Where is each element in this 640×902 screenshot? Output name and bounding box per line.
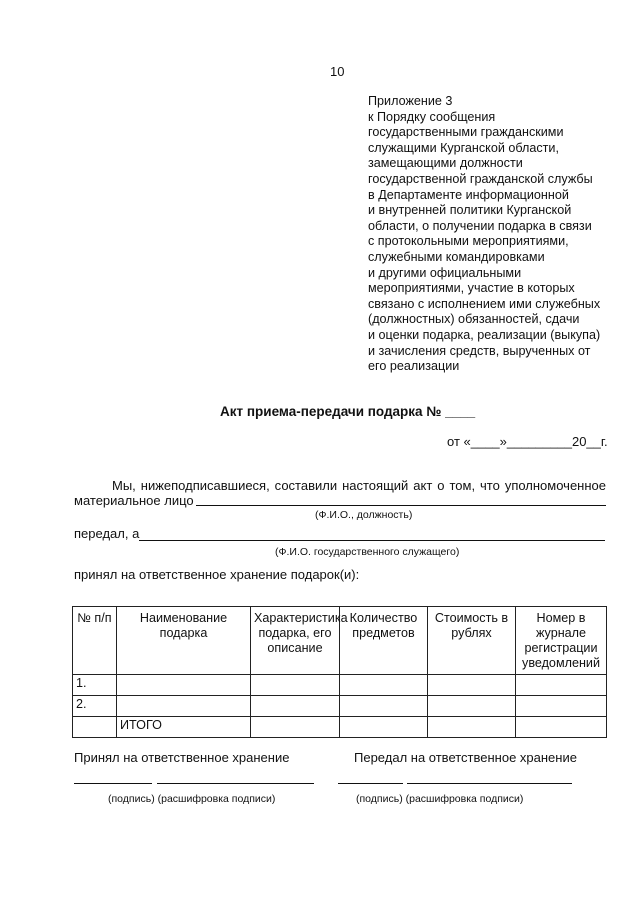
appendix-line: мероприятиями, участие в которых <box>368 281 575 296</box>
table-header-row <box>73 607 607 675</box>
signature-line <box>74 782 152 784</box>
table-cell <box>428 696 516 717</box>
appendix-line: государственной гражданской службы <box>368 171 593 186</box>
table-cell: 2. <box>73 696 117 717</box>
appendix-line: к Порядку сообщения <box>368 109 496 124</box>
table-row <box>73 675 607 696</box>
act-date: от «____»_________20__г. <box>447 434 608 449</box>
appendix-line: в Департаменте информационной <box>368 187 569 202</box>
accepted-signature-label: Принял на ответственное хранение <box>74 750 290 765</box>
appendix-note <box>368 94 618 375</box>
accepted-text: принял на ответственное хранение подарок(и): <box>74 567 360 582</box>
table-cell <box>251 696 340 717</box>
table-cell <box>117 696 251 717</box>
table-cell <box>428 675 516 696</box>
header-cell: Номер в журнале регистрации уведомлений <box>516 607 607 675</box>
appendix-line: замещающими должности <box>368 156 523 171</box>
appendix-line: с протокольными мероприятиями, <box>368 234 569 249</box>
appendix-line: и другими официальными <box>368 265 522 280</box>
act-title: Акт приема-передачи подарка № ____ <box>220 404 476 419</box>
appendix-line: связано с исполнением ими служебных <box>368 296 601 311</box>
signature-decode-line <box>157 782 314 784</box>
fio-position-line <box>196 492 606 506</box>
appendix-line: государственными гражданскими <box>368 125 564 140</box>
transferred-label: передал, а <box>74 526 140 541</box>
appendix-line: служебными командировками <box>368 249 545 264</box>
signature-caption-right: (подпись) (расшифровка подписи) <box>356 793 524 805</box>
gifts-table <box>72 606 607 738</box>
caption-fio-servant: (Ф.И.О. государственного служащего) <box>275 546 460 558</box>
appendix-line: области, о получении подарка в связи <box>368 218 592 233</box>
appendix-line: и оценки подарка, реализации (выкупа) <box>368 327 601 342</box>
table-cell <box>340 717 428 738</box>
appendix-line: Приложение 3 <box>368 94 453 108</box>
header-cell: Количество предметов <box>340 607 428 675</box>
table-cell <box>340 696 428 717</box>
transferred-signature-label: Передал на ответственное хранение <box>354 750 577 765</box>
fio-servant-line <box>139 527 605 541</box>
appendix-line: (должностных) обязанностей, сдачи <box>368 312 580 327</box>
act-paragraph: Мы, нижеподписавшиеся, составили настоящий акт о том, что уполномоченное материальное лицо <box>74 478 606 508</box>
appendix-line: его реализации <box>368 359 460 374</box>
header-cell: Стоимость в рублях <box>428 607 516 675</box>
appendix-line: и внутренней политики Курганской <box>368 203 572 218</box>
table-cell: ИТОГО <box>117 717 251 738</box>
table-cell <box>251 675 340 696</box>
appendix-line: и зачисления средств, вырученных от <box>368 343 591 358</box>
table-cell <box>516 717 607 738</box>
table-row <box>73 696 607 717</box>
table-cell <box>516 696 607 717</box>
table-cell: 1. <box>73 675 117 696</box>
table-cell <box>428 717 516 738</box>
table-row <box>73 717 607 738</box>
signature-line <box>338 782 403 784</box>
header-cell: Характеристика подарка, его описание <box>251 607 340 675</box>
caption-fio-position: (Ф.И.О., должность) <box>315 509 413 521</box>
transferred-row <box>74 526 605 541</box>
table-cell <box>117 675 251 696</box>
table-cell <box>340 675 428 696</box>
signature-decode-line <box>407 782 572 784</box>
header-cell: № п/п <box>73 607 117 675</box>
header-cell: Наименование подарка <box>117 607 251 675</box>
page-number: 10 <box>330 64 345 79</box>
signature-caption-left: (подпись) (расшифровка подписи) <box>108 793 276 805</box>
table-cell <box>516 675 607 696</box>
table-cell <box>251 717 340 738</box>
table-cell <box>73 717 117 738</box>
appendix-line: служащими Курганской области, <box>368 140 559 155</box>
